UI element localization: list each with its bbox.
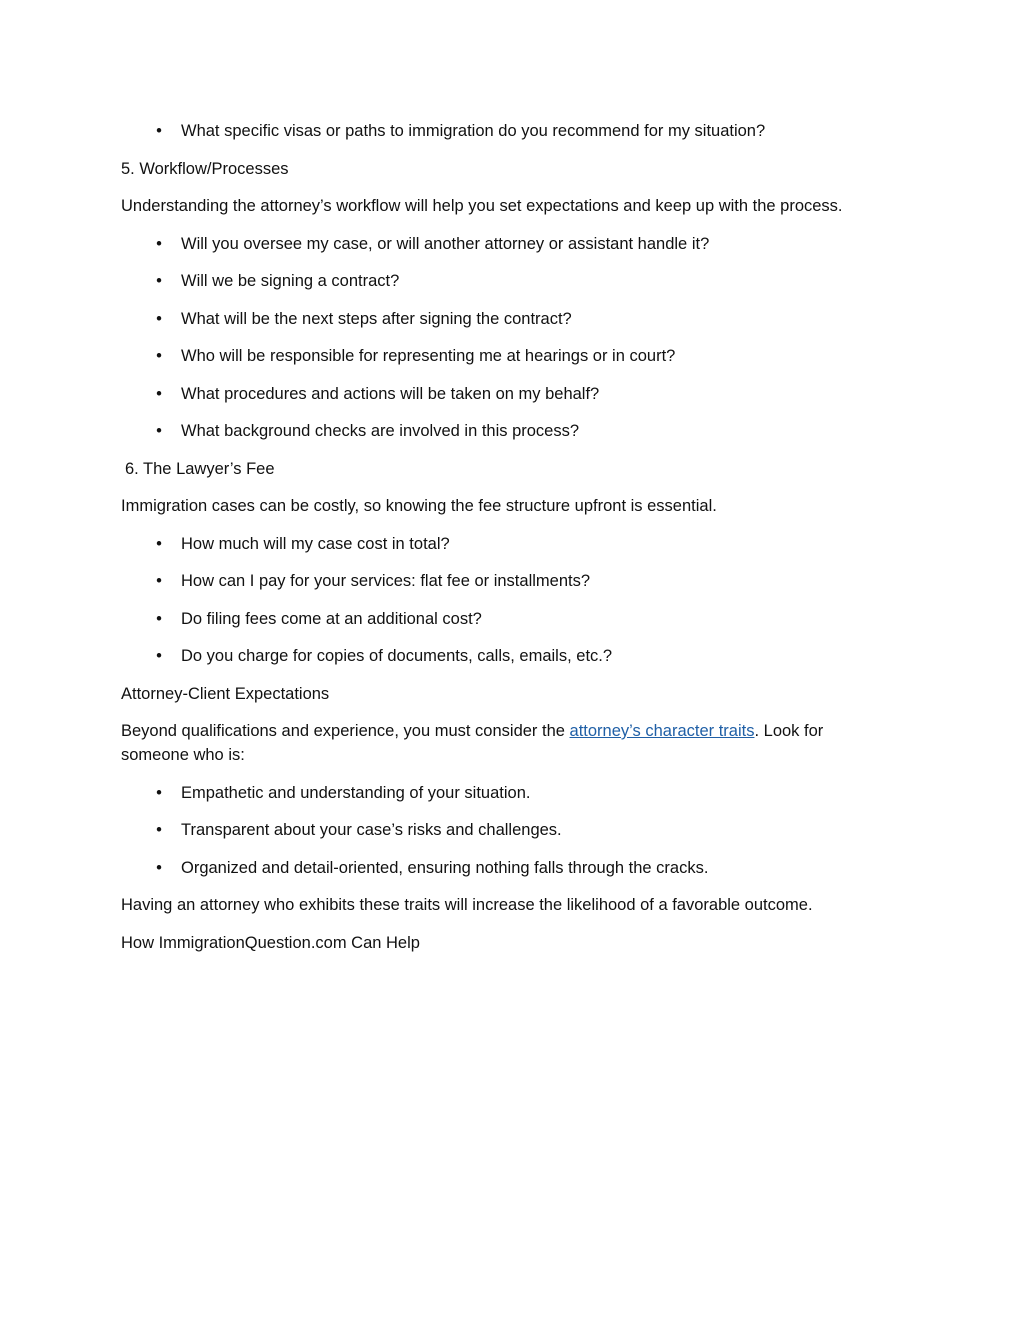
intro-text-after-link: . Look for someone who is:: [121, 722, 824, 764]
section-heading-expectations: Attorney-Client Expectations: [121, 684, 330, 703]
list-item-text: Transparent about your case’s risks and challenges.: [181, 821, 562, 839]
list-item: [121, 818, 881, 842]
bullet-icon: •: [156, 572, 162, 590]
bullet-icon: •: [156, 384, 162, 403]
section-intro-expectations: [121, 719, 881, 767]
list-item-text: Will you oversee my case, or will another attorney or assistant handle it?: [181, 234, 710, 253]
list-item: [121, 856, 881, 880]
bullet-icon: •: [156, 609, 162, 628]
list-item: [121, 382, 881, 406]
list-item-text: Do you charge for copies of documents, calls, emails, etc.?: [181, 647, 613, 665]
list-item-text: Do filing fees come at an additional cost?: [181, 609, 482, 628]
expectations-closing: Having an attorney who exhibits these traits will increase the likelihood of a favorable outcome.: [121, 896, 813, 914]
section-intro-workflow: Understanding the attorney’s workflow will help you set expectations and keep up with the process.: [121, 197, 843, 215]
section-intro-fee: Immigration cases can be costly, so knowing the fee structure upfront is essential.: [121, 497, 717, 515]
list-item-text: How much will my case cost in total?: [181, 534, 450, 553]
list-item-text: How can I pay for your services: flat fee or installments?: [181, 572, 591, 590]
list-item: [121, 532, 881, 556]
list-item-text: What procedures and actions will be taken on my behalf?: [181, 384, 600, 403]
fee-question-list: [121, 532, 881, 669]
list-item: [121, 781, 881, 805]
list-item: [121, 644, 881, 668]
list-item-text: Who will be responsible for representing me at hearings or in court?: [181, 347, 676, 365]
bullet-icon: •: [156, 272, 162, 290]
bullet-icon: •: [156, 783, 162, 802]
list-item-text: Empathetic and understanding of your situation.: [181, 783, 531, 802]
top-question-list: [121, 119, 881, 143]
section-heading-final: How ImmigrationQuestion.com Can Help: [121, 933, 420, 952]
bullet-icon: •: [156, 534, 162, 553]
bullet-icon: •: [156, 858, 162, 877]
bullet-icon: •: [156, 347, 162, 365]
section-heading-fee: 6. The Lawyer’s Fee: [125, 459, 275, 478]
list-item-text: Will we be signing a contract?: [181, 272, 400, 290]
bullet-icon: •: [156, 422, 162, 440]
expectations-list: [121, 781, 881, 880]
bullet-icon: •: [156, 821, 162, 839]
workflow-question-list: [121, 232, 881, 444]
character-traits-link[interactable]: attorney’s character traits: [569, 722, 755, 740]
list-item-text: What background checks are involved in this process?: [181, 422, 580, 440]
list-item: [121, 419, 881, 443]
list-item: [121, 232, 881, 256]
bullet-icon: •: [156, 234, 162, 253]
list-item: [121, 607, 881, 631]
bullet-icon: •: [156, 309, 162, 328]
list-item-text: What will be the next steps after signing the contract?: [181, 309, 572, 328]
list-item: [121, 269, 881, 293]
intro-text-before-link: Beyond qualifications and experience, you must consider the: [121, 722, 570, 740]
list-item: [121, 344, 881, 368]
section-heading-workflow: 5. Workflow/Processes: [121, 159, 289, 178]
bullet-icon: •: [156, 122, 162, 140]
list-item: [121, 569, 881, 593]
bullet-icon: •: [156, 647, 162, 665]
list-item-text: What specific visas or paths to immigration do you recommend for my situation?: [181, 122, 766, 140]
list-item-text: Organized and detail-oriented, ensuring nothing falls through the cracks.: [181, 858, 709, 877]
list-item: [121, 307, 881, 331]
document-body: [121, 119, 881, 968]
list-item: [121, 119, 881, 143]
